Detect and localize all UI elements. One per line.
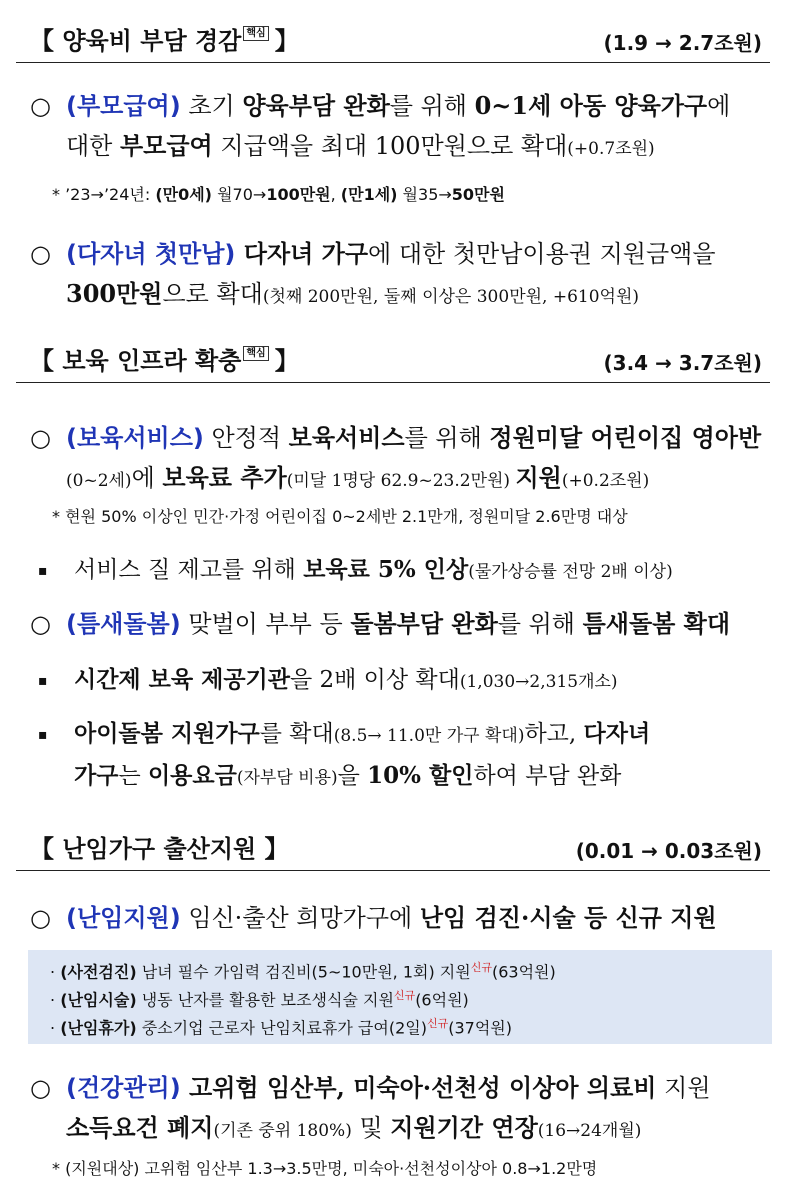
bullet-circle: ○ bbox=[30, 904, 51, 932]
infertility-detail-box bbox=[28, 950, 772, 1044]
item-tag: (건강관리) bbox=[66, 1074, 181, 1102]
bullet-square: ▪ bbox=[38, 727, 48, 743]
bullet-circle: ○ bbox=[30, 424, 51, 452]
box-row-treatment: · (난임시술) 냉동 난자를 활용한 보조생식술 지원$^{신규}$(6억원) bbox=[50, 989, 469, 1010]
note-health: * (지원대상) 고위험 임산부 1.3→3.5만명, 미숙아·선천성이상아 0.8→1.2만명 bbox=[52, 1159, 598, 1178]
section-amount: (3.4 → 3.7조원) bbox=[603, 351, 762, 375]
bullet-circle: ○ bbox=[30, 1074, 51, 1102]
note-parent-pay: * ’23→’24년: (만0세) 월70→100만원, (만1세) 월35→50만원 bbox=[52, 185, 505, 204]
item-tag: (틈새돌봄) bbox=[66, 610, 181, 638]
item-care-quality: ▪ 서비스 질 제고를 위해 보육료 5% 인상(물가상승률 전망 2배 이상) bbox=[38, 550, 778, 592]
new-badge: 신규 bbox=[393, 989, 416, 1002]
item-tag: (난임지원) bbox=[66, 904, 181, 932]
box-row-leave: · (난임휴가) 중소기업 근로자 난임치료휴가 급여(2일)$^{신규}$(37억원) bbox=[50, 1017, 512, 1038]
item-child-care: ▪ 아이돌봄 지원가구를 확대(8.5→ 11.0만 가구 확대)하고, 다자녀 가구는 이용요금(자부담 비용)을 10% 할인하여 부담 완화 bbox=[38, 714, 778, 798]
item-hourly-care: ▪ 시간제 보육 제공기관을 2배 이상 확대(1,030→2,315개소) bbox=[38, 660, 778, 702]
item-infertility: ○ (난임지원) 임신·출산 희망가구에 난임 검진·시술 등 신규 지원 bbox=[30, 898, 772, 938]
item-tag: (다자녀 첫만남) bbox=[66, 240, 236, 268]
item-tag: (보육서비스) bbox=[66, 424, 204, 452]
item-first-meeting: ○ (다자녀 첫만남) 다자녀 가구에 대한 첫만남이용권 지원금액을 300만원으로 확대(첫째 200만원, 둘째 이상은 300만원, +610억원) bbox=[30, 234, 772, 317]
item-tag: (부모급여) bbox=[66, 92, 181, 120]
section-title: 【 양육비 부담 경감 핵심 】 bbox=[30, 27, 299, 55]
item-gap-care: ○ (틈새돌봄) 맞벌이 부부 등 돌봄부담 완화를 위해 틈새돌봄 확대 bbox=[30, 604, 772, 644]
section-header-childcare-cost bbox=[16, 22, 770, 63]
item-health: ○ (건강관리) 고위험 임산부, 미숙아·선천성 이상아 의료비 지원 소득요건 폐지(기존 중위 180%) 및 지원기간 연장(16→24개월) bbox=[30, 1068, 772, 1151]
item-care-service: ○ (보육서비스) 안정적 보육서비스를 위해 정원미달 어린이집 영아반 (0~2세)에 보육료 추가(미달 1명당 62.9~23.2만원) 지원(+0.2조원) bbox=[30, 418, 772, 501]
bullet-circle: ○ bbox=[30, 610, 51, 638]
section-title-text: 보육 인프라 확충 bbox=[62, 347, 242, 375]
note-care-service: * 현원 50% 이상인 민간·가정 어린이집 0~2세반 2.1만개, 정원미달 2.6만명 대상 bbox=[52, 507, 628, 526]
section-header-care-infra bbox=[16, 342, 770, 383]
new-badge: 신규 bbox=[426, 1017, 449, 1030]
bullet-square: ▪ bbox=[38, 673, 48, 689]
new-badge: 신규 bbox=[470, 961, 492, 974]
box-row-pre-exam: · (사전검진) 남녀 필수 가임력 검진비(5~10만원, 1회) 지원$^{신규}$(63억원) bbox=[50, 961, 556, 982]
section-title-text: 양육비 부담 경감 bbox=[62, 27, 242, 55]
key-badge: 핵심 bbox=[243, 26, 268, 41]
section-amount: (1.9 → 2.7조원) bbox=[603, 31, 762, 55]
key-badge: 핵심 bbox=[243, 346, 268, 361]
section-header-infertility bbox=[16, 830, 770, 871]
bullet-circle: ○ bbox=[30, 92, 51, 120]
section-title: 【 보육 인프라 확충 핵심 】 bbox=[30, 347, 299, 375]
section-title: 【 난임가구 출산지원 】 bbox=[30, 835, 289, 863]
item-parent-pay: ○ (부모급여) 초기 양육부담 완화를 위해 0~1세 아동 양육가구에 대한 부모급여 지급액을 최대 100만원으로 확대(+0.7조원) bbox=[30, 86, 772, 169]
bullet-square: ▪ bbox=[38, 563, 48, 579]
section-title-text: 난임가구 출산지원 bbox=[62, 835, 257, 863]
section-amount: (0.01 → 0.03조원) bbox=[575, 839, 762, 863]
bullet-circle: ○ bbox=[30, 240, 51, 268]
